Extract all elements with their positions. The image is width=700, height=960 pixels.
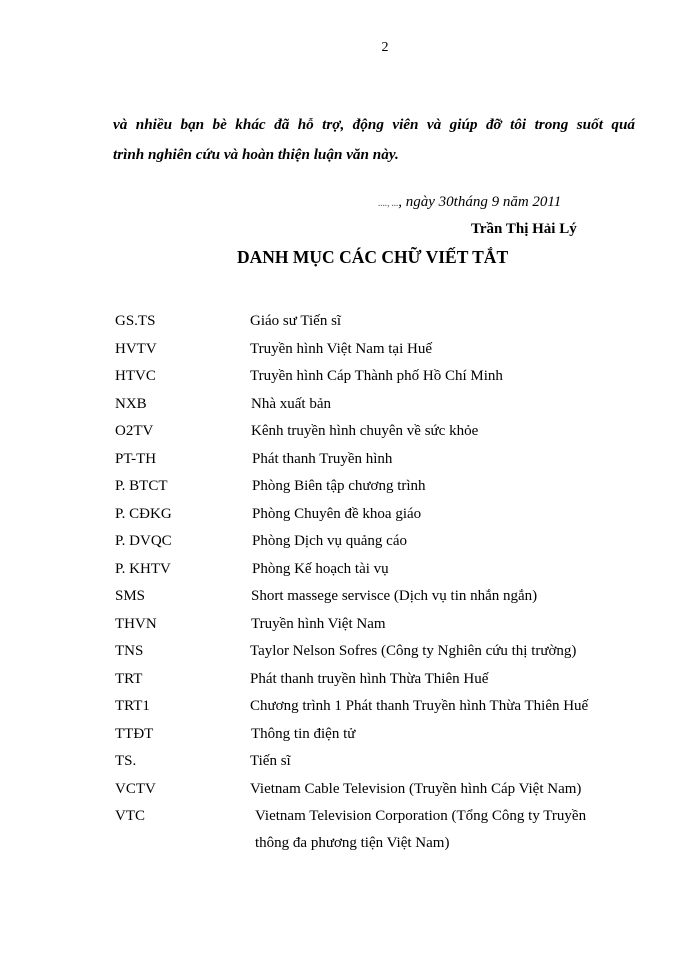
abbreviation-row	[115, 726, 655, 754]
abbreviation-row	[115, 616, 655, 644]
abbreviation-term: VTC	[115, 808, 145, 824]
abbreviation-row	[115, 423, 655, 451]
abbreviation-term: HVTV	[115, 340, 157, 357]
abbreviation-list	[115, 313, 655, 864]
abbreviation-term: PT-TH	[115, 450, 157, 467]
abbreviation-meaning: Phát thanh truyền hình Thừa Thiên Huế	[250, 670, 489, 687]
abbreviation-meaning: Phát thanh Truyền hình	[252, 450, 393, 467]
abbreviation-term: NXB	[115, 395, 147, 412]
abbreviation-term: TTĐT	[115, 725, 154, 742]
abbreviation-term: VCTV	[115, 780, 156, 797]
abbreviation-term: P. DVQC	[115, 533, 172, 549]
intro-line-2: trình nghiên cứu và hoàn thiện luận văn này.	[113, 146, 399, 163]
abbreviation-row	[115, 533, 655, 561]
abbreviation-row	[115, 451, 655, 479]
abbreviation-term: THVN	[115, 615, 157, 632]
abbreviation-meaning: Taylor Nelson Sofres (Công ty Nghiên cứu thị trường)	[250, 643, 577, 659]
abbreviation-meaning: Giáo sư Tiến sĩ	[250, 313, 342, 329]
abbreviation-row	[115, 643, 655, 671]
abbreviation-row	[115, 588, 655, 616]
author-name: Trần Thị Hải Lý	[471, 221, 577, 237]
abbreviation-row	[115, 341, 655, 369]
abbreviation-row	[115, 313, 655, 341]
abbreviation-term: P. CĐKG	[115, 505, 172, 522]
abbreviation-meaning: Nhà xuất bản	[251, 395, 331, 412]
abbreviation-term: HTVC	[115, 368, 156, 384]
abbreviation-meaning: Short massege servisce (Dịch vụ tin nhắn ngắn)	[251, 588, 538, 604]
abbreviation-meaning: Truyền hình Việt Nam tại Huế	[250, 340, 432, 357]
intro-paragraph	[113, 110, 635, 170]
abbreviation-meaning-line-2: thông đa phương tiện Việt Nam)	[255, 835, 450, 851]
abbreviation-meaning: Tiến sĩ	[250, 753, 291, 769]
abbreviation-row	[115, 698, 655, 726]
abbreviation-row	[115, 368, 655, 396]
date-text: , ngày 30tháng 9 năm 2011	[398, 194, 562, 210]
abbreviation-row	[115, 478, 655, 506]
place-faded-text: ...., ...	[378, 197, 399, 209]
intro-line-1: và nhiều bạn bè khác đã hỗ trợ, động viên và giúp đỡ tôi trong suốt quá	[113, 116, 635, 133]
abbreviation-meaning: Phòng Chuyên đề khoa giáo	[252, 505, 422, 522]
abbreviation-meaning: Kênh truyền hình chuyên về sức khỏe	[251, 423, 479, 439]
abbreviation-meaning-line-1: Vietnam Television Corporation (Tổng Công ty Truyền	[255, 808, 587, 824]
abbreviation-term: TNS	[115, 643, 144, 659]
abbreviation-row	[115, 808, 655, 864]
abbreviation-row	[115, 671, 655, 699]
abbreviation-term: P. KHTV	[115, 560, 171, 577]
abbreviation-meaning: Thông tin điện tử	[251, 725, 356, 742]
abbreviation-row	[115, 396, 655, 424]
abbreviation-term: P. BTCT	[115, 478, 168, 494]
abbreviation-meaning: Phòng Biên tập chương trình	[252, 478, 426, 494]
abbreviation-meaning: Truyền hình Việt Nam	[251, 615, 386, 632]
abbreviation-meaning	[255, 803, 635, 857]
abbreviation-term: TRT1	[115, 698, 150, 714]
abbreviation-meaning: Phòng Dịch vụ quảng cáo	[252, 533, 407, 549]
abbreviation-row	[115, 753, 655, 781]
abbreviation-term: O2TV	[115, 423, 154, 439]
abbreviation-term: SMS	[115, 588, 146, 604]
place-date-line	[378, 194, 561, 211]
abbreviation-row	[115, 506, 655, 534]
abbreviation-term: GS.TS	[115, 313, 156, 329]
abbreviation-meaning: Truyền hình Cáp Thành phố Hồ Chí Minh	[250, 368, 503, 384]
abbreviation-term: TS.	[115, 753, 137, 769]
page-number: 2	[381, 40, 389, 55]
abbreviation-meaning: Chương trình 1 Phát thanh Truyền hình Thừa Thiên Huế	[250, 698, 589, 714]
abbreviation-term: TRT	[115, 670, 143, 687]
abbreviation-meaning: Vietnam Cable Television (Truyền hình Cáp Việt Nam)	[250, 780, 582, 797]
section-title: DANH MỤC CÁC CHỮ VIẾT TẮT	[237, 247, 509, 267]
abbreviation-meaning: Phòng Kế hoạch tài vụ	[252, 560, 389, 577]
abbreviation-row	[115, 561, 655, 589]
